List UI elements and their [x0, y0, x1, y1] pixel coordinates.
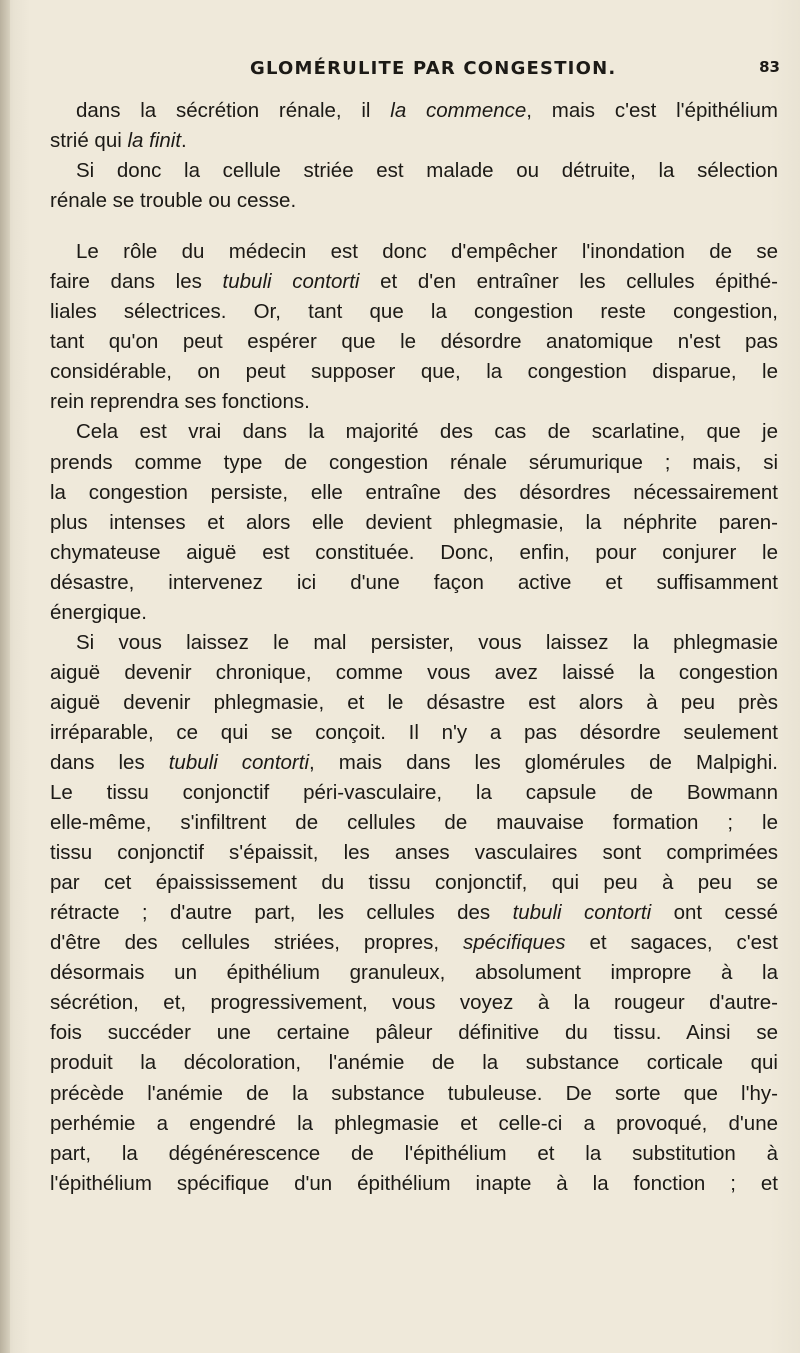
text-line: fois succéder une certaine pâleur définitive du tissu. Ainsi se [50, 1021, 778, 1045]
paragraph [50, 417, 778, 627]
paragraph [50, 628, 778, 1199]
text-line: aiguë devenir chronique, comme vous avez laissé la congestion [50, 660, 778, 684]
text-line: sécrétion, et, progressivement, vous voyez à la rougeur d'autre- [50, 991, 778, 1015]
text-line: énergique. [50, 600, 147, 624]
page-number: 83 [759, 58, 780, 76]
text-line: désastre, intervenez ici d'une façon active et suffisamment [50, 570, 778, 594]
text-line: rétracte ; d'autre part, les cellules des tubuli contorti ont cessé [50, 901, 779, 925]
italic-term: tubuli contorti [512, 901, 652, 925]
text-line: précède l'anémie de la substance tubuleuse. De sorte que l'hy- [50, 1081, 778, 1105]
text-line: plus intenses et alors elle devient phlegmasie, la néphrite paren- [50, 510, 778, 534]
text-line: l'épithélium spécifique d'un épithélium inapte à la fonction ; et [50, 1171, 778, 1195]
text-line: Si donc la cellule striée est malade ou détruite, la sélection [76, 159, 778, 183]
running-head: GLOMÉRULITE PAR CONGESTION. [250, 58, 617, 79]
paragraph [50, 96, 778, 156]
text-line: désormais un épithélium granuleux, absolument impropre à la [50, 961, 778, 985]
paragraph [50, 237, 778, 417]
text-line: dans les tubuli contorti, mais dans les glomérules de Malpighi. [50, 750, 778, 774]
text-line: perhémie a engendré la phlegmasie et celle-ci a provoqué, d'une [50, 1111, 778, 1135]
italic-term: la finit [127, 129, 182, 153]
text-line: rénale se trouble ou cesse. [50, 189, 297, 213]
page-spine-shadow [0, 0, 10, 1353]
paragraph [50, 156, 778, 216]
italic-term: spécifiques [462, 931, 566, 955]
text-line: la congestion persiste, elle entraîne des désordres nécessairement [50, 480, 778, 504]
text-line: strié qui la finit. [50, 129, 187, 153]
text-line: irréparable, ce qui se conçoit. Il n'y a pas désordre seulement [50, 720, 778, 744]
text-line: part, la dégénérescence de l'épithélium et la substitution à [50, 1141, 778, 1165]
text-line: tant qu'on peut espérer que le désordre anatomique n'est pas [50, 330, 778, 354]
text-line: considérable, on peut supposer que, la congestion disparue, le [50, 360, 778, 384]
text-line: dans la sécrétion rénale, il la commence, mais c'est l'épithélium [76, 99, 779, 122]
text-line: faire dans les tubuli contorti et d'en entraîner les cellules épithé- [50, 270, 778, 294]
page-header [40, 58, 780, 88]
text-line: tissu conjonctif s'épaissit, les anses vasculaires sont comprimées [50, 841, 778, 865]
text-line: aiguë devenir phlegmasie, et le désastre est alors à peu près [50, 690, 778, 714]
italic-term: tubuli contorti [222, 270, 360, 294]
text-line: Le tissu conjonctif péri-vasculaire, la capsule de Bowmann [50, 781, 778, 805]
text-line: par cet épaississement du tissu conjonctif, qui peu à peu se [50, 871, 778, 895]
text-line: chymateuse aiguë est constituée. Donc, enfin, pour conjurer le [50, 540, 778, 564]
text-line: rein reprendra ses fonctions. [50, 390, 310, 414]
text-line: d'être des cellules striées, propres, spécifiques et sagaces, c'est [50, 931, 778, 955]
text-line: Le rôle du médecin est donc d'empêcher l'inondation de se [76, 240, 778, 264]
text-line: prends comme type de congestion rénale sérumurique ; mais, si [50, 450, 778, 474]
text-line: produit la décoloration, l'anémie de la substance corticale qui [50, 1051, 778, 1075]
text-line: Si vous laissez le mal persister, vous laissez la phlegmasie [76, 630, 778, 654]
italic-term: la commence [390, 99, 527, 122]
text-line: liales sélectrices. Or, tant que la congestion reste congestion, [50, 300, 778, 324]
body-text [50, 96, 778, 1199]
italic-term: tubuli contorti [168, 750, 310, 774]
text-line: Cela est vrai dans la majorité des cas de scarlatine, que je [76, 420, 778, 444]
text-line: elle-même, s'infiltrent de cellules de mauvaise formation ; le [50, 811, 778, 835]
